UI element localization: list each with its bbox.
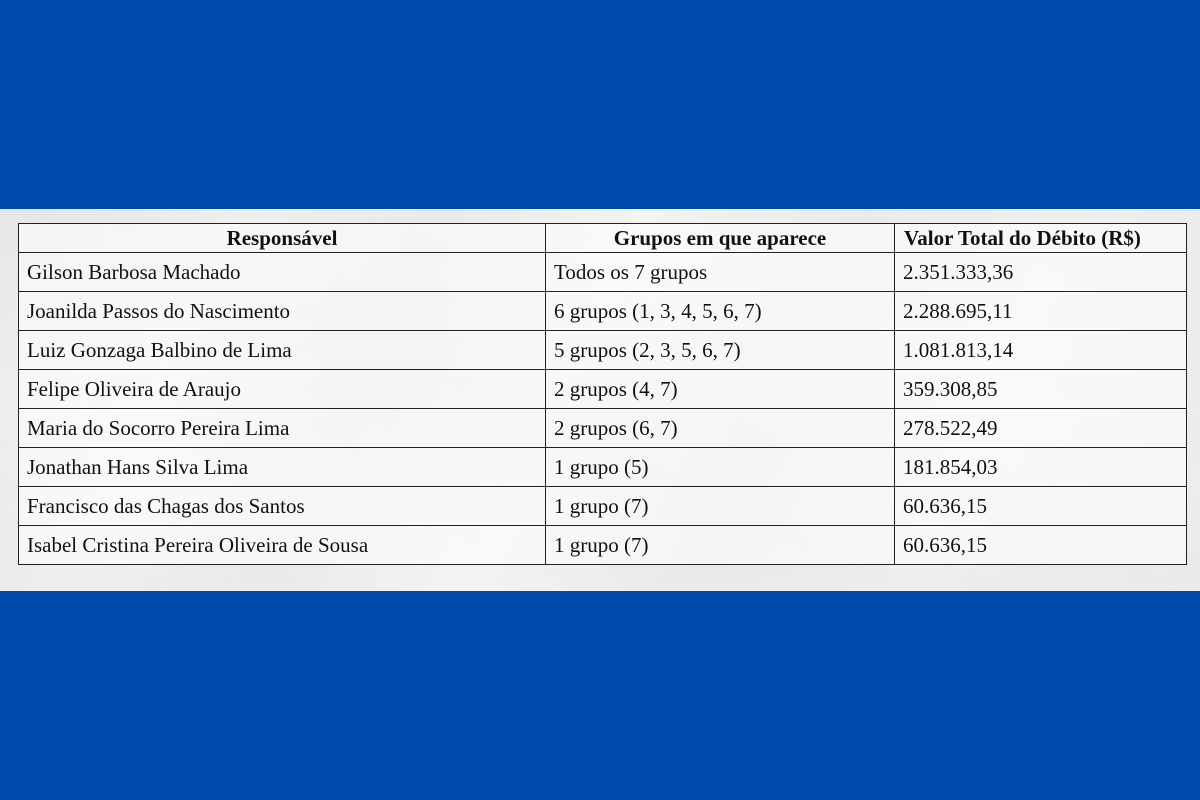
cell-valor: 1.081.813,14 bbox=[895, 331, 1187, 370]
cell-grupos: 2 grupos (6, 7) bbox=[546, 409, 895, 448]
table-row bbox=[19, 526, 1187, 565]
cell-responsavel: Isabel Cristina Pereira Oliveira de Sousa bbox=[19, 526, 546, 565]
cell-responsavel: Jonathan Hans Silva Lima bbox=[19, 448, 546, 487]
cell-valor: 359.308,85 bbox=[895, 370, 1187, 409]
table-row bbox=[19, 253, 1187, 292]
cell-valor: 181.854,03 bbox=[895, 448, 1187, 487]
cell-grupos: 6 grupos (1, 3, 4, 5, 6, 7) bbox=[546, 292, 895, 331]
cell-responsavel: Felipe Oliveira de Araujo bbox=[19, 370, 546, 409]
table-row bbox=[19, 331, 1187, 370]
cell-valor: 60.636,15 bbox=[895, 487, 1187, 526]
cell-grupos: 2 grupos (4, 7) bbox=[546, 370, 895, 409]
cell-responsavel: Joanilda Passos do Nascimento bbox=[19, 292, 546, 331]
header-valor: Valor Total do Débito (R$) bbox=[895, 224, 1187, 253]
cell-grupos: Todos os 7 grupos bbox=[546, 253, 895, 292]
cell-responsavel: Francisco das Chagas dos Santos bbox=[19, 487, 546, 526]
cell-valor: 60.636,15 bbox=[895, 526, 1187, 565]
cell-grupos: 1 grupo (7) bbox=[546, 526, 895, 565]
table-row bbox=[19, 292, 1187, 331]
cell-grupos: 1 grupo (5) bbox=[546, 448, 895, 487]
table-row bbox=[19, 448, 1187, 487]
table-row bbox=[19, 487, 1187, 526]
debt-table bbox=[18, 223, 1187, 565]
header-grupos: Grupos em que aparece bbox=[546, 224, 895, 253]
cell-responsavel: Luiz Gonzaga Balbino de Lima bbox=[19, 331, 546, 370]
cell-valor: 2.351.333,36 bbox=[895, 253, 1187, 292]
cell-responsavel: Maria do Socorro Pereira Lima bbox=[19, 409, 546, 448]
header-responsavel: Responsável bbox=[19, 224, 546, 253]
table-row bbox=[19, 370, 1187, 409]
cell-valor: 2.288.695,11 bbox=[895, 292, 1187, 331]
cell-responsavel: Gilson Barbosa Machado bbox=[19, 253, 546, 292]
cell-valor: 278.522,49 bbox=[895, 409, 1187, 448]
table-header-row bbox=[19, 224, 1187, 253]
cell-grupos: 5 grupos (2, 3, 5, 6, 7) bbox=[546, 331, 895, 370]
table-row bbox=[19, 409, 1187, 448]
cell-grupos: 1 grupo (7) bbox=[546, 487, 895, 526]
